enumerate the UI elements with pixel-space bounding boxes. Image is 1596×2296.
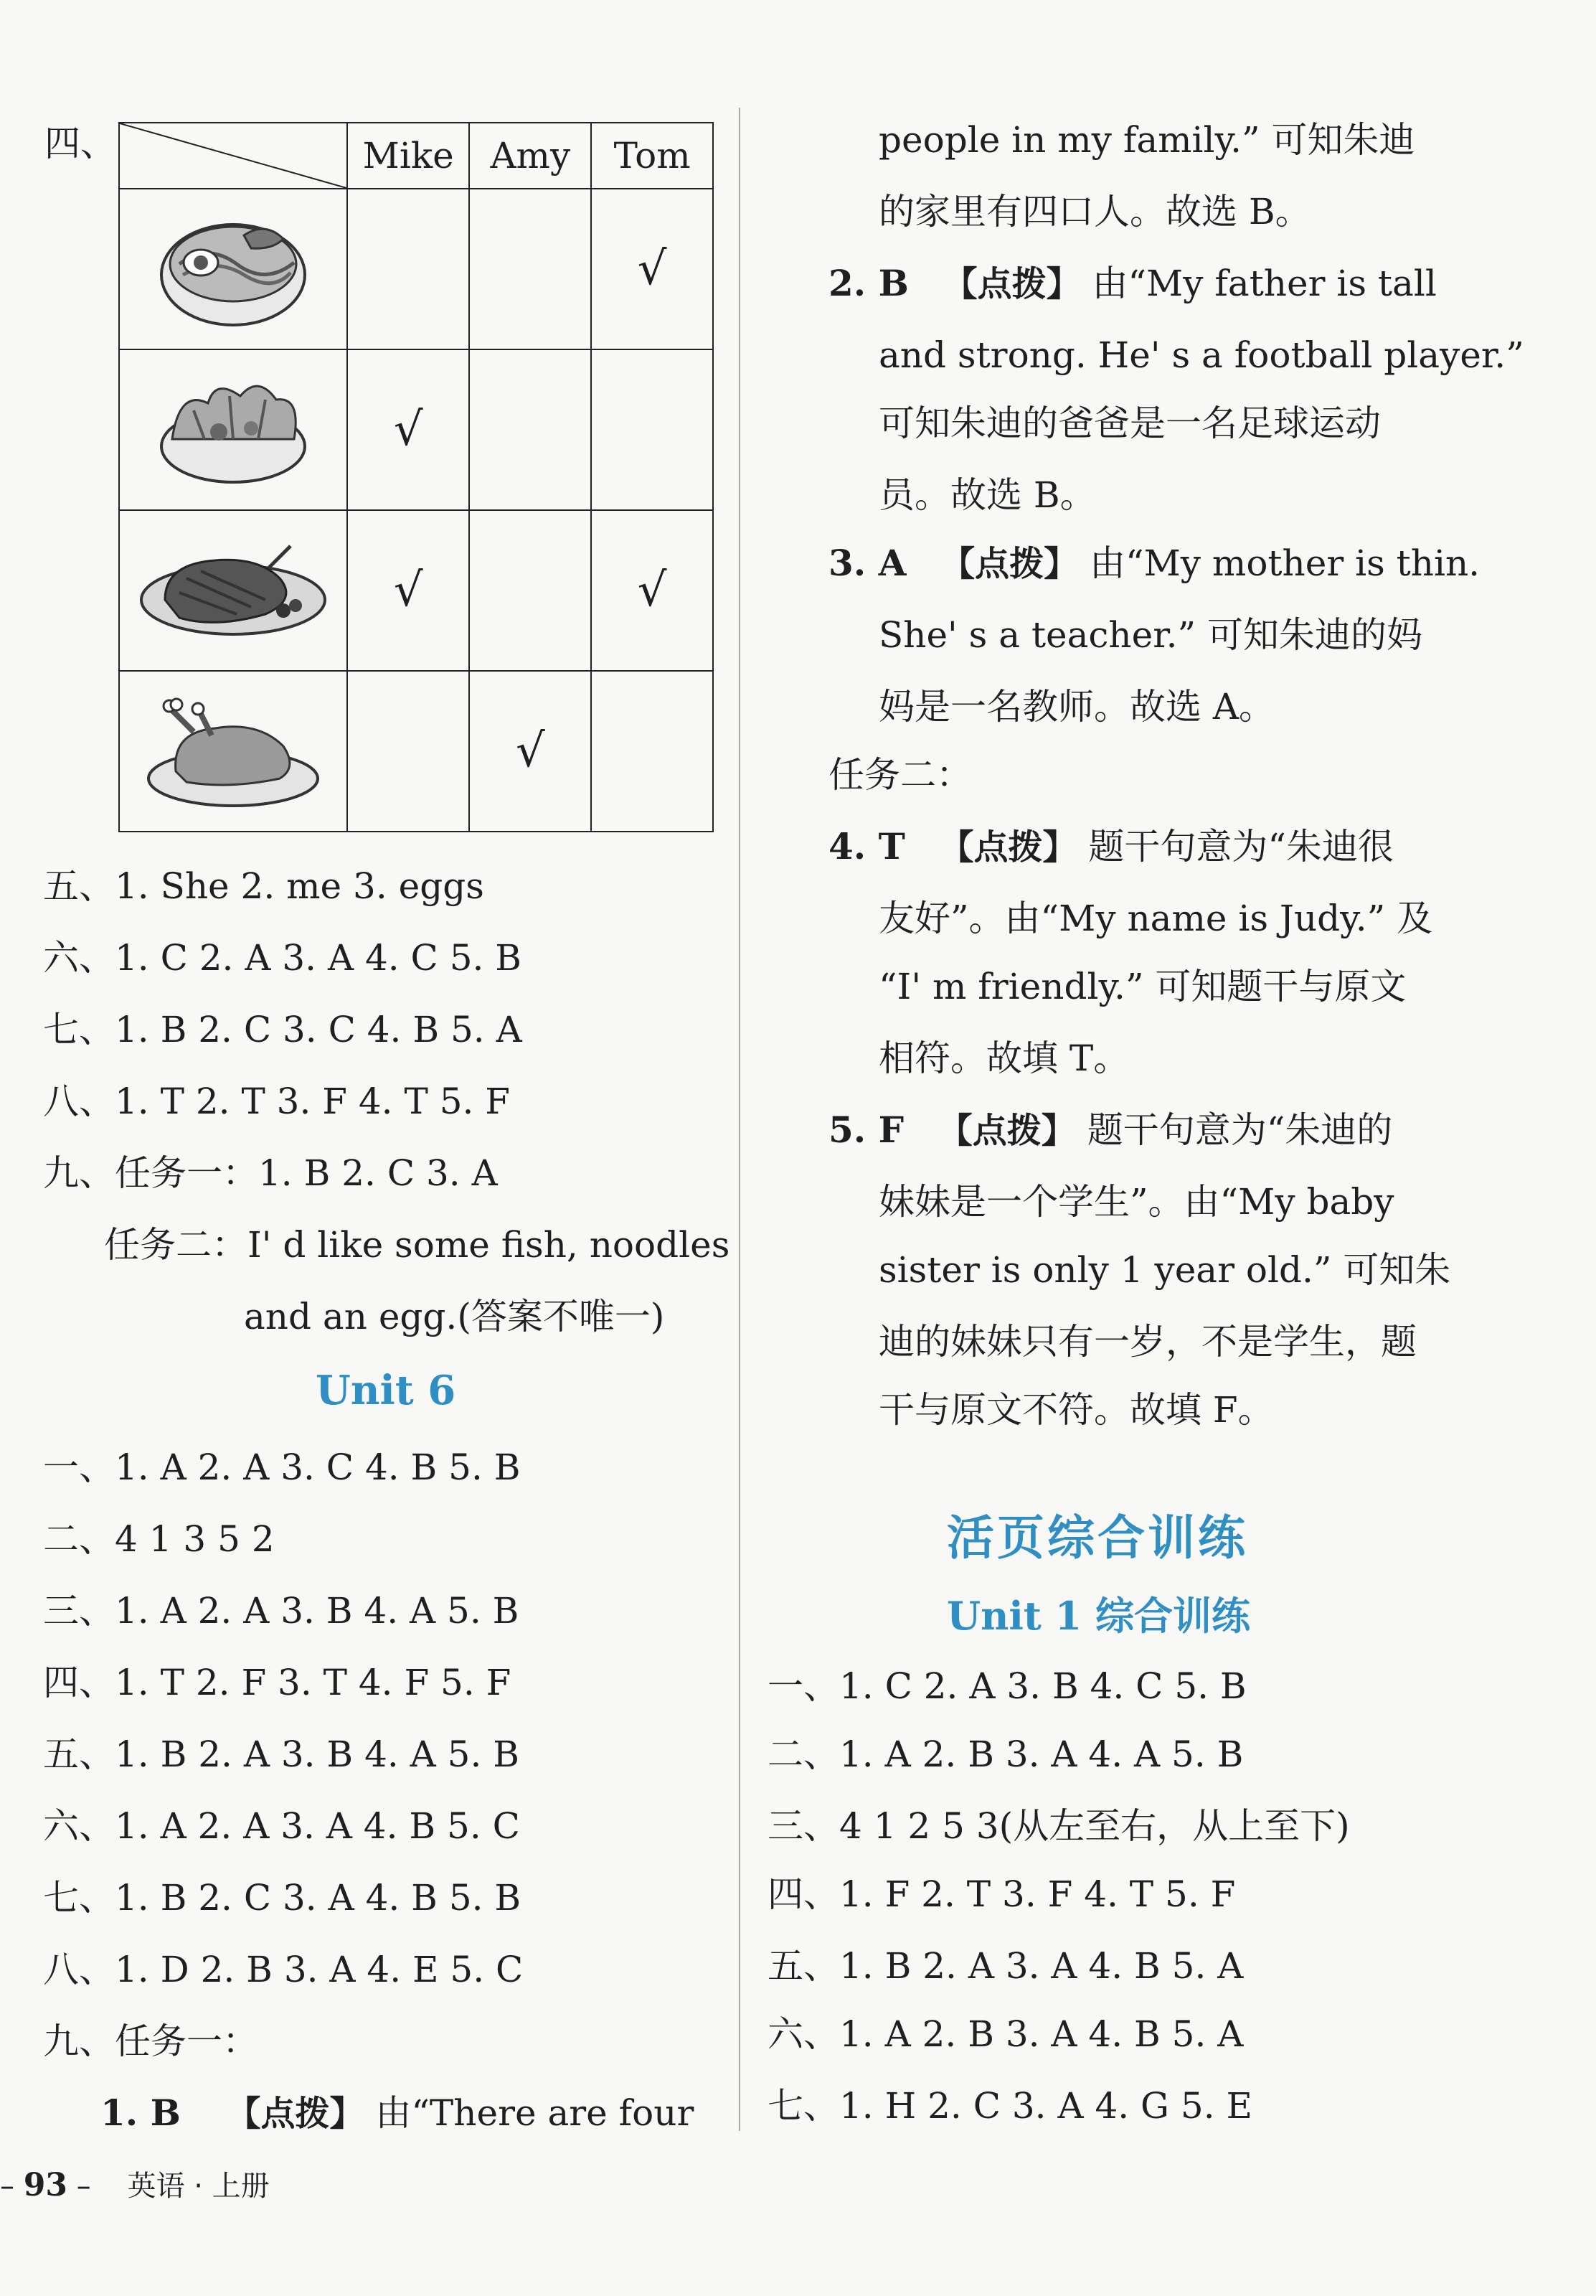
salad-icon	[119, 349, 347, 510]
answer-line-wu: 五、1. She 2. me 3. eggs	[43, 865, 484, 907]
roast-chicken-icon	[119, 671, 347, 832]
r-q3-line-1: She' s a teacher.” 可知朱迪的妈	[879, 614, 1422, 656]
r-q4: 4. T 【点拨】 题干句意为“朱迪很	[828, 825, 1394, 867]
unit-1-heading: Unit 1 综合训练	[947, 1593, 1250, 1639]
answer-line-jiu-task2-cont: and an egg.(答案不唯一)	[244, 1296, 665, 1337]
r-q5-line-3: 迪的妹妹只有一岁，不是学生，题	[879, 1321, 1417, 1363]
r-task2-label: 任务二：	[828, 754, 972, 796]
subject-label: 英语 · 上册	[127, 2170, 270, 2203]
noodle-bowl-icon	[119, 189, 347, 349]
u1-line-5: 五、1. B 2. A 3. A 4. B 5. A	[768, 1945, 1244, 1987]
u6-line-9: 九、任务一：	[43, 2020, 258, 2062]
check-cell	[347, 189, 469, 349]
answer-line-qi: 七、1. B 2. C 3. C 4. B 5. A	[43, 1009, 522, 1050]
u1-line-2: 二、1. A 2. B 3. A 4. A 5. B	[768, 1733, 1244, 1775]
u6-line-7: 七、1. B 2. C 3. A 4. B 5. B	[43, 1877, 521, 1919]
steak-icon	[119, 510, 347, 671]
table-row	[119, 189, 713, 349]
check-cell	[591, 349, 713, 510]
r-q3: 3. A 【点拨】 由“My mother is thin.	[828, 542, 1481, 584]
footer-dash: –	[0, 2170, 14, 2203]
unit-6-heading: Unit 6	[316, 1367, 456, 1414]
u1-line-6: 六、1. A 2. B 3. A 4. B 5. A	[768, 2013, 1244, 2055]
table-row	[119, 671, 713, 832]
u6-line-3: 三、1. A 2. A 3. B 4. A 5. B	[43, 1590, 519, 1632]
r-q4-line-1: 友好”。由“My name is Judy.” 及	[879, 898, 1433, 939]
r-q5-line-2: sister is only 1 year old.” 可知朱	[879, 1249, 1451, 1291]
r-q2: 2. B 【点拨】 由“My father is tall	[828, 262, 1437, 304]
diagonal-line	[120, 123, 346, 188]
check-cell: √	[469, 671, 591, 832]
header-amy: Amy	[469, 123, 591, 189]
u6-line-6: 六、1. A 2. A 3. A 4. B 5. C	[43, 1805, 520, 1847]
header-tom: Tom	[591, 123, 713, 189]
page-number: 93	[23, 2167, 67, 2203]
r-q2-line-3: 员。故选 B。	[879, 474, 1096, 516]
r-q2-line-1: and strong. He' s a football player.”	[879, 334, 1524, 376]
u6-task1-q1: 1. B 【点拨】 由“There are four	[100, 2092, 694, 2134]
r-q5-line-4: 干与原文不符。故填 F。	[879, 1389, 1274, 1431]
check-cell	[469, 189, 591, 349]
check-cell	[591, 671, 713, 832]
u6-line-1: 一、1. A 2. A 3. C 4. B 5. B	[43, 1446, 521, 1488]
u6-line-8: 八、1. D 2. B 3. A 4. E 5. C	[43, 1949, 524, 1990]
answer-line-jiu-task1: 九、任务一：1. B 2. C 3. A	[43, 1152, 498, 1194]
r-q2-line-2: 可知朱迪的爸爸是一名足球运动	[879, 403, 1381, 444]
table-row	[119, 510, 713, 671]
check-cell	[347, 671, 469, 832]
footer-dash-2: –	[76, 2170, 91, 2203]
header-mike: Mike	[347, 123, 469, 189]
r-q4-line-2: “I' m friendly.” 可知题干与原文	[879, 966, 1407, 1007]
u6-line-4: 四、1. T 2. F 3. T 4. F 5. F	[43, 1662, 511, 1703]
check-cell: √	[347, 510, 469, 671]
r-q5-line-1: 妹妹是一个学生”。由“My baby	[879, 1181, 1394, 1223]
section-four-label: 四、	[44, 123, 116, 164]
check-cell: √	[591, 189, 713, 349]
answer-line-jiu-task2: 任务二：I' d like some fish, noodles	[104, 1224, 730, 1266]
r-line-1: people in my family.” 可知朱迪	[879, 119, 1415, 161]
check-cell: √	[347, 349, 469, 510]
u1-line-7: 七、1. H 2. C 3. A 4. G 5. E	[768, 2085, 1252, 2127]
r-q5: 5. F 【点拨】 题干句意为“朱迪的	[828, 1109, 1393, 1151]
section-title: 活页综合训练	[947, 1510, 1248, 1566]
u6-line-5: 五、1. B 2. A 3. B 4. A 5. B	[43, 1733, 520, 1775]
answer-line-ba: 八、1. T 2. T 3. F 4. T 5. F	[43, 1081, 511, 1122]
u1-line-3: 三、4 1 2 5 3(从左至右，从上至下)	[768, 1805, 1350, 1847]
check-cell	[469, 510, 591, 671]
r-line-2: 的家里有四口人。故选 B。	[879, 191, 1311, 232]
answer-line-liu: 六、1. C 2. A 3. A 4. C 5. B	[43, 937, 522, 979]
u1-line-4: 四、1. F 2. T 3. F 4. T 5. F	[768, 1873, 1236, 1915]
u1-line-1: 一、1. C 2. A 3. B 4. C 5. B	[768, 1665, 1247, 1707]
check-cell	[469, 349, 591, 510]
food-preference-table	[118, 122, 714, 832]
check-cell: √	[591, 510, 713, 671]
column-divider	[739, 108, 740, 2131]
r-q4-line-3: 相符。故填 T。	[879, 1038, 1130, 1079]
r-q3-line-2: 妈是一名教师。故选 A。	[879, 686, 1275, 728]
table-corner-cell	[119, 123, 347, 189]
u6-line-2: 二、4 1 3 5 2	[43, 1518, 275, 1560]
page-footer	[0, 2163, 270, 2204]
table-row	[119, 349, 713, 510]
